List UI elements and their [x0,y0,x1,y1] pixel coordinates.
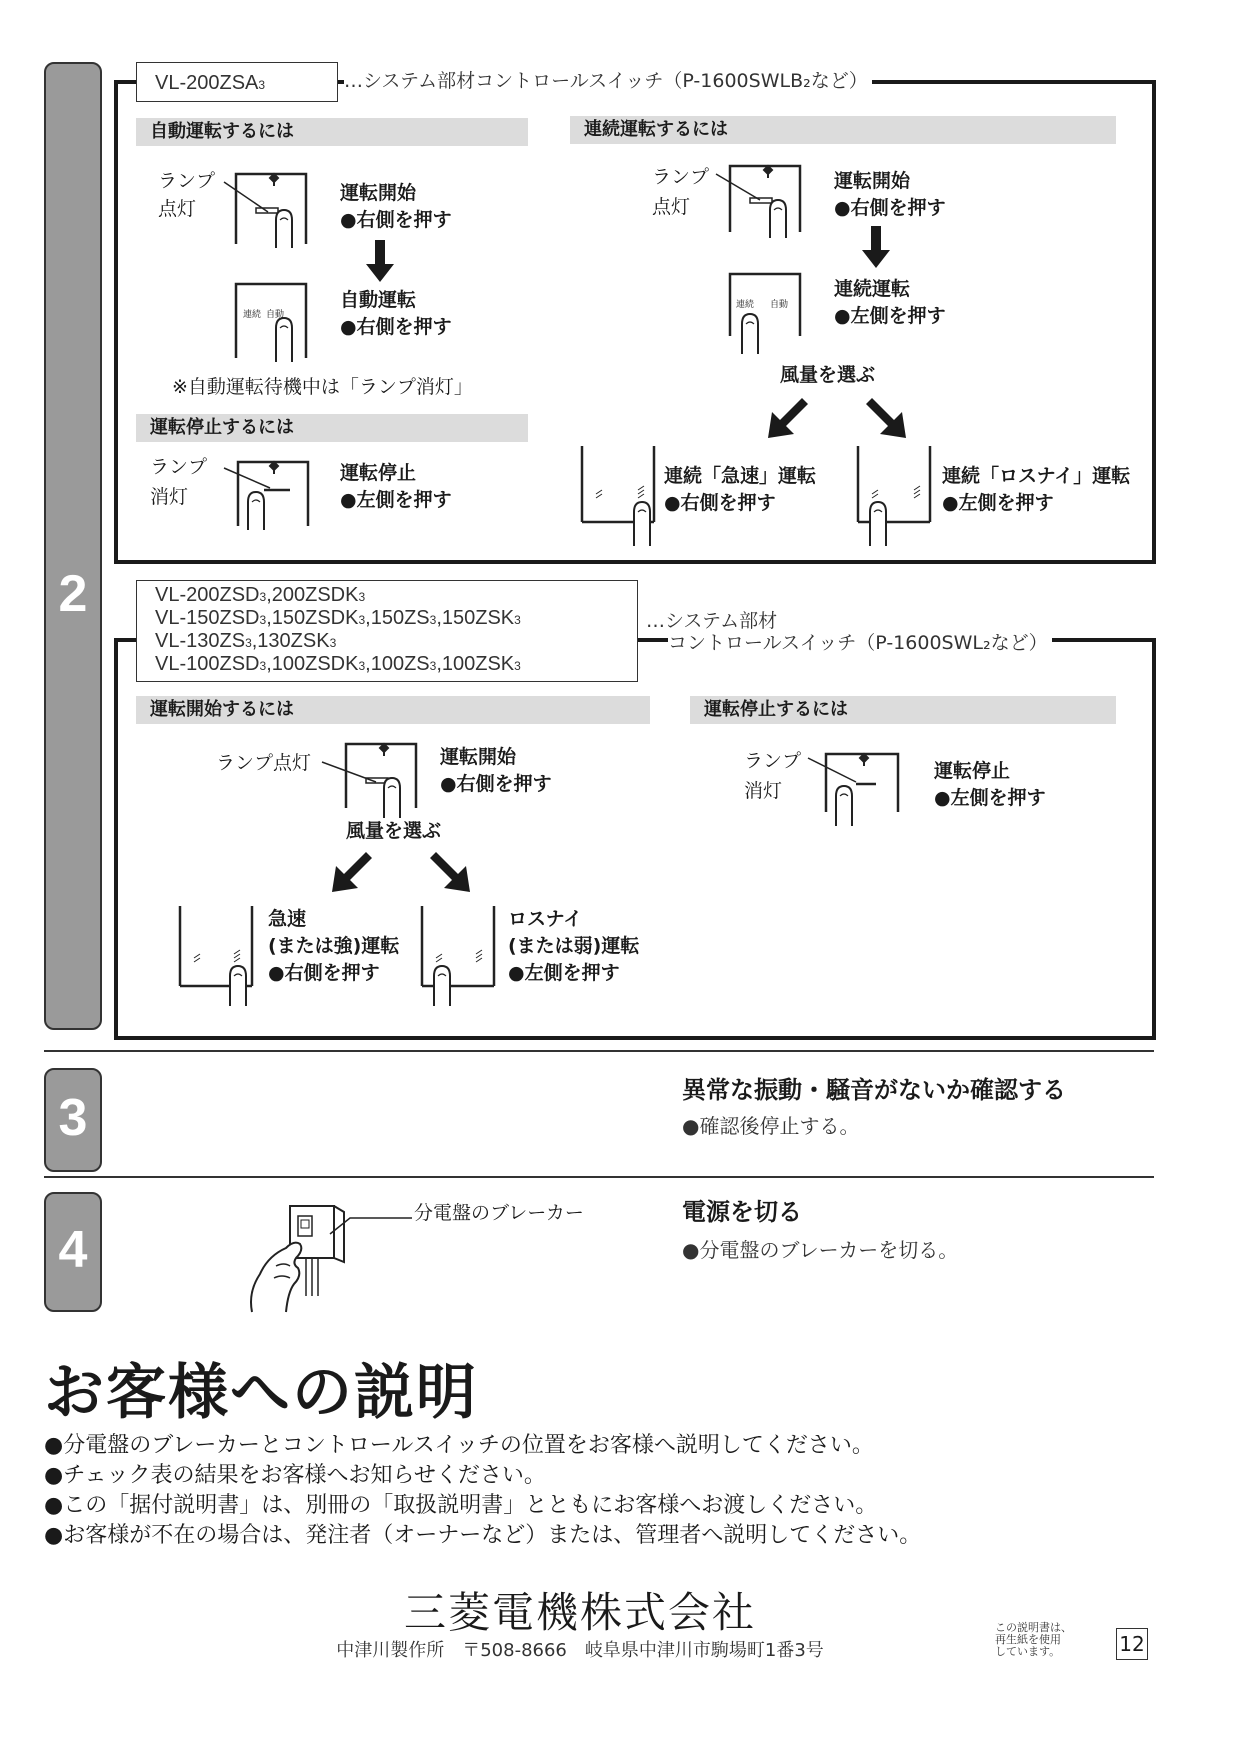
stop-section-header: 運転停止するには [136,414,528,442]
cont-switch-right-label: 自動 [770,300,789,310]
model-name: ,150ZS [365,607,430,629]
arrow-down-left-icon [332,852,372,892]
auto-switch-right-label: 自動 [266,310,285,320]
model-suffix: 3 [259,659,267,673]
stop-title: 運転停止 [340,462,417,484]
auto-switch-left-label: 連続 [243,310,262,320]
customer-bullet-2: ●チェック表の結果をお客様へお知らせください。 [44,1463,546,1488]
auto-start-title: 運転開始 [340,182,417,204]
model-name: VL-100ZSD [155,653,260,675]
stop2-lamp-label-2: 消灯 [744,780,783,802]
model-suffix: 3 [259,590,267,604]
model-name: ,100ZSDK [266,653,359,675]
auto-lamp-label-2: 点灯 [158,198,197,220]
start-section-header: 運転開始するには [136,696,650,724]
model-name: ,150ZSDK [266,607,359,629]
cont-fast-title: 連続「急速」運転 [664,465,817,487]
auto-mode-press: ●右側を押す [340,316,452,338]
customer-bullet-1: ●分電盤のブレーカーとコントロールスイッチの位置をお客様へ説明してください。 [44,1433,874,1458]
stop2-switch-press-left-icon [814,750,926,826]
recycle-line: しています。 [995,1645,1061,1658]
start-title: 運転開始 [440,746,517,768]
cont-choose-airflow: 風量を選ぶ [780,364,876,386]
step-3-desc: ●確認後停止する。 [682,1114,860,1138]
model-name: ,150ZSK [436,607,515,629]
model-name: ,200ZSDK [266,584,359,606]
arrow-down-right-icon [430,852,470,892]
stop2-press: ●左側を押す [934,787,1046,809]
customer-bullet-4: ●お客様が不在の場合は、発注者（オーナーなど）または、管理者へ説明してください。 [44,1523,922,1548]
model-name: VL-130ZS [155,630,246,652]
slow-title: ロスナイ [508,908,583,930]
cont-mode-title: 連続運転 [834,278,911,300]
recycle-line: 再生紙を使用 [995,1633,1061,1646]
divider [44,1050,1154,1052]
arrow-down-left-icon [768,398,808,438]
cont-start-title: 運転開始 [834,170,911,192]
model-suffix: 3 [429,659,437,673]
model-suffix: 3 [514,659,521,673]
cont-lamp-label-1: ランプ [652,166,710,188]
company-name: 三菱電機株式会社 [403,1588,756,1637]
model-name: ,130ZSK [251,630,330,652]
cont-switch-left-label: 連続 [736,300,755,310]
model-box-1 [136,62,338,102]
stop2-lamp-label-1: ランプ [744,750,802,772]
model-suffix: 3 [514,613,521,627]
step-2-box-2-left-edge [114,638,118,1040]
cont-lamp-label-2: 点灯 [652,196,691,218]
switch-press-right-icon [226,168,338,248]
model-suffix: 3 [358,659,366,673]
model-name: VL-150ZSD [155,607,260,629]
step-2-box-1-bottom [114,560,1156,564]
auto-mode-title: 自動運転 [340,289,417,311]
cont-slow-title: 連続「ロスナイ」運転 [942,465,1131,487]
start-choose-airflow: 風量を選ぶ [346,820,442,842]
arrow-down-icon [862,226,890,268]
cont-mode-press: ●左側を押す [834,305,946,327]
breaker-hand-icon [246,1196,356,1316]
model-name: ,100ZS [365,653,430,675]
cont-switch-press-right-icon [718,160,830,240]
start-press: ●右側を押す [440,773,552,795]
model-row-2 [155,608,637,631]
auto-start-press: ●右側を押す [340,209,452,231]
fast-press: ●右側を押す [268,962,380,984]
switch-auto-press-right-icon [226,278,338,362]
slow-subtitle: (または弱)運転 [508,935,640,957]
breaker-label: 分電盤のブレーカー [414,1202,584,1224]
arrow-down-icon [366,240,394,282]
fast-subtitle: (または強)運転 [268,935,400,957]
step-3-tab [44,1068,102,1172]
cont-slow-press: ●左側を押す [942,492,1054,514]
step-4-tab [44,1192,102,1312]
model-box-1-note: …システム部材コントロールスイッチ（P-1600SWLB₂など） [344,70,872,92]
model-name: ,100ZSK [436,653,515,675]
slow-press: ●左側を押す [508,962,620,984]
fast-switch-press-right-icon [578,446,662,546]
slow-switch-press-left-icon [854,446,938,546]
step-4-title: 電源を切る [682,1198,802,1226]
model-name: VL-200ZSD [155,584,260,606]
customer-section-title: お客様への説明 [44,1358,478,1428]
step-2-number: 2 [58,565,88,623]
fast-title: 急速 [268,908,307,930]
step-4-desc: ●分電盤のブレーカーを切る。 [682,1238,959,1262]
model-suffix: 3 [358,613,366,627]
stop-lamp-label-1: ランプ [150,456,208,478]
model-suffix: 3 [245,636,252,650]
stop-section-header-2: 運転停止するには [690,696,1116,724]
model-name: VL-200ZSA [155,72,259,94]
fast-switch-press-right-icon [176,906,260,1006]
step-3-number: 3 [58,1089,88,1147]
recycle-line: この説明書は、 [995,1621,1072,1634]
page-number: 12 [1116,1628,1148,1660]
model-box-2-note-1: …システム部材 [646,610,778,632]
auto-lamp-label-1: ランプ [158,170,216,192]
stop-lamp-label-2: 消灯 [150,486,189,508]
auto-footnote: ※自動運転待機中は「ランプ消灯」 [172,376,473,398]
model-box-2-note-2: コントロールスイッチ（P-1600SWL₂など） [668,632,1052,654]
model-suffix: 3 [429,613,437,627]
model-suffix: 3 [329,636,337,650]
arrow-down-right-icon [866,398,906,438]
model-row-3 [155,631,637,654]
model-row-4 [155,654,637,677]
model-row-1 [155,585,637,608]
cont-switch-press-left-icon [718,268,830,354]
cont-start-press: ●右側を押す [834,197,946,219]
model-suffix: 3 [259,613,267,627]
stop-press: ●左側を押す [340,489,452,511]
cont-fast-press: ●右側を押す [664,492,776,514]
start-lamp-label: ランプ点灯 [216,752,312,774]
step-3-title: 異常な振動・騒音がないか確認する [682,1076,1066,1104]
divider [44,1176,1154,1178]
model-box-2 [136,580,638,682]
company-address: 中津川製作所 〒508-8666 岐阜県中津川市駒場町1番3号 [336,1640,824,1661]
auto-section-header: 自動運転するには [136,118,528,146]
recycled-paper-note [995,1622,1072,1658]
continuous-section-header: 連続運転するには [570,116,1116,144]
model-suffix: 3 [258,78,266,92]
start-switch-press-right-icon [336,740,448,820]
step-2-box-1-left-edge [114,80,118,564]
stop2-title: 運転停止 [934,760,1011,782]
customer-bullet-3: ●この「据付説明書」は、別冊の「取扱説明書」とともにお客様へお渡しください。 [44,1493,878,1518]
model-suffix: 3 [358,590,366,604]
step-4-number: 4 [58,1221,88,1279]
breaker-leader-line [330,1216,412,1236]
step-2-tab [44,62,102,1030]
slow-switch-press-left-icon [418,906,502,1006]
switch-press-left-icon [226,458,338,530]
